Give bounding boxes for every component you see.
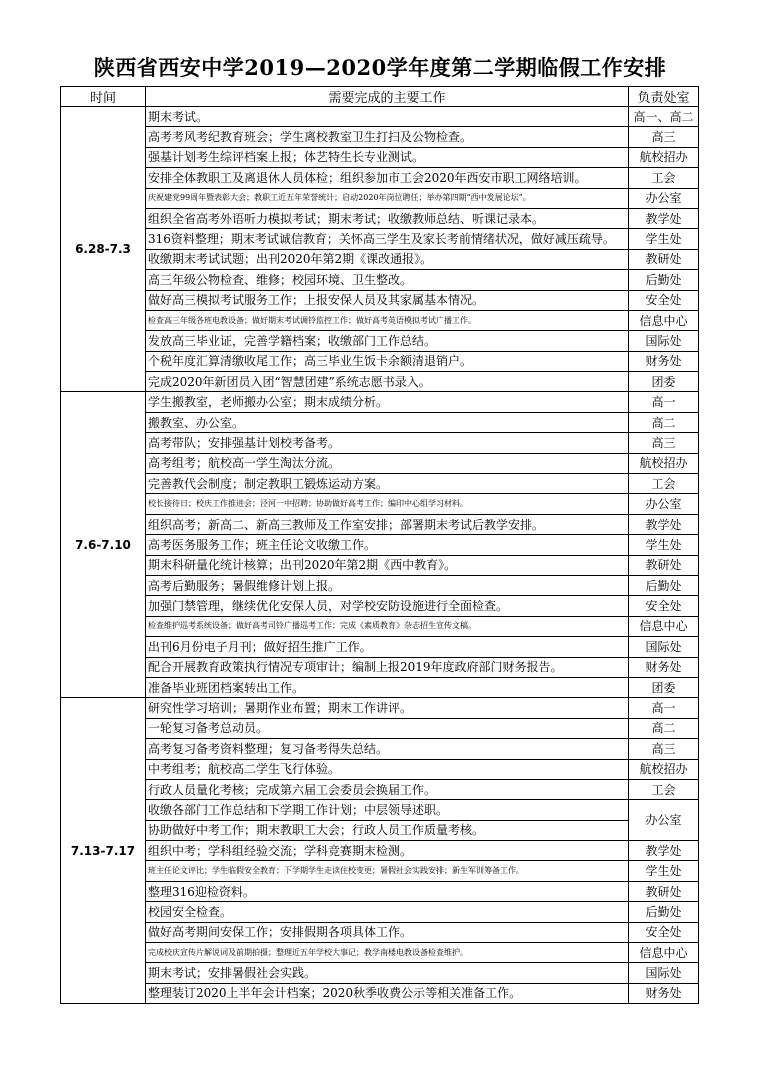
- department-cell: 国际处: [629, 637, 699, 657]
- table-row: [61, 637, 699, 657]
- task-cell: 期末科研量化统计核算；出刊2020年第2期《西中教育》。: [146, 555, 629, 575]
- task-cell: 准备毕业班团档案转出工作。: [146, 677, 629, 697]
- table-row: [61, 820, 699, 840]
- table-row: [61, 372, 699, 392]
- task-cell: 学生搬教室，老师搬办公室；期末成绩分析。: [146, 392, 629, 412]
- table-row: [61, 718, 699, 738]
- task-cell: 期末考试；安排暑假社会实践。: [146, 963, 629, 983]
- department-cell: 财务处: [629, 657, 699, 677]
- task-cell: 发放高三毕业证，完善学籍档案；收缴部门工作总结。: [146, 331, 629, 351]
- task-cell: 组织中考；学科组经验交流；学科竞赛期末检测。: [146, 841, 629, 861]
- task-cell: 完善教代会制度；制定教职工锻炼运动方案。: [146, 474, 629, 494]
- table-row: [61, 433, 699, 453]
- task-cell: 期末考试。: [146, 107, 629, 127]
- header-time: 时间: [61, 87, 146, 107]
- table-row: [61, 677, 699, 697]
- task-cell: 整理装订2020上半年会计档案；2020秋季收费公示等相关准备工作。: [146, 983, 629, 1003]
- department-cell: 学生处: [629, 535, 699, 555]
- department-cell: 高三: [629, 127, 699, 147]
- table-row: [61, 943, 699, 963]
- department-cell: 航校招办: [629, 147, 699, 167]
- department-cell: 团委: [629, 677, 699, 697]
- table-row: [61, 922, 699, 942]
- task-cell: 研究性学习培训；暑期作业布置；期末工作讲评。: [146, 698, 629, 718]
- table-row: [61, 698, 699, 718]
- task-cell: 检查高三年级各班电教设备；做好期末考试调铃监控工作；做好高考英语模拟考试广播工作。: [146, 310, 629, 330]
- task-cell: 做好高三模拟考试服务工作；上报安保人员及其家属基本情况。: [146, 290, 629, 310]
- table-row: [61, 453, 699, 473]
- task-cell: 校园安全检查。: [146, 902, 629, 922]
- header-task: 需要完成的主要工作: [146, 87, 629, 107]
- department-cell: 安全处: [629, 922, 699, 942]
- table-row: [61, 494, 699, 514]
- task-cell: 检查维护巡考系统设备；做好高考司铃广播巡考工作；完成《素质教育》杂志招生宣传文稿。: [146, 616, 629, 636]
- table-row: [61, 739, 699, 759]
- schedule-table: [60, 86, 699, 1004]
- task-cell: 高考后勤服务；暑假维修计划上报。: [146, 575, 629, 595]
- table-row: [61, 168, 699, 188]
- department-cell: 教研处: [629, 555, 699, 575]
- department-cell: 国际处: [629, 963, 699, 983]
- department-cell: 高一、高二: [629, 107, 699, 127]
- period-time-cell: 6.28-7.3: [61, 107, 146, 392]
- task-cell: 庆祝建党99周年暨表彰大会；教职工近五年荣誉统计；启动2020年岗位聘任；举办第四期“西中发展论坛”。: [146, 188, 629, 208]
- task-cell: 行政人员量化考核；完成第六届工会委员会换届工作。: [146, 779, 629, 799]
- department-cell: 教学处: [629, 208, 699, 228]
- task-cell: 收缴期末考试试题；出刊2020年第2期《课改通报》。: [146, 249, 629, 269]
- table-row: [61, 902, 699, 922]
- department-cell: 工会: [629, 168, 699, 188]
- table-row: [61, 229, 699, 249]
- department-cell: 高二: [629, 718, 699, 738]
- table-row: [61, 616, 699, 636]
- department-cell: 后勤处: [629, 270, 699, 290]
- table-row: [61, 963, 699, 983]
- department-cell: 办公室: [629, 188, 699, 208]
- header-dept: 负责处室: [629, 87, 699, 107]
- table-row: [61, 983, 699, 1003]
- table-row: [61, 596, 699, 616]
- table-row: [61, 514, 699, 534]
- table-row: [61, 188, 699, 208]
- department-cell: 信息中心: [629, 943, 699, 963]
- table-row: [61, 270, 699, 290]
- task-cell: 搬教室、办公室。: [146, 412, 629, 432]
- table-row: [61, 310, 699, 330]
- table-row: [61, 474, 699, 494]
- task-cell: 高考复习备考资料整理；复习备考得失总结。: [146, 739, 629, 759]
- task-cell: 强基计划考生综评档案上报；体艺特生长专业测试。: [146, 147, 629, 167]
- task-cell: 协助做好中考工作；期末教职工大会；行政人员工作质量考核。: [146, 820, 629, 840]
- table-row: [61, 535, 699, 555]
- table-row: [61, 575, 699, 595]
- table-row: [61, 249, 699, 269]
- task-cell: 组织高考；新高二、新高三教师及工作室安排；部署期末考试后教学安排。: [146, 514, 629, 534]
- department-cell: 国际处: [629, 331, 699, 351]
- task-cell: 个税年度汇算清缴收尾工作；高三毕业生饭卡余额清退销户。: [146, 351, 629, 371]
- table-row: [61, 861, 699, 881]
- table-row: [61, 392, 699, 412]
- department-cell: 高一: [629, 392, 699, 412]
- department-cell: 学生处: [629, 861, 699, 881]
- task-cell: 配合开展教育政策执行情况专项审计；编制上报2019年度政府部门财务报告。: [146, 657, 629, 677]
- department-cell: 高三: [629, 433, 699, 453]
- department-cell: 高三: [629, 739, 699, 759]
- task-cell: 完成校庆宣传片解说词及前期拍摄；整理近五年学校大事记；教学南楼电教设备检查维护。: [146, 943, 629, 963]
- table-row: [61, 331, 699, 351]
- department-cell: 教学处: [629, 514, 699, 534]
- table-header-row: [61, 87, 699, 107]
- table-row: [61, 800, 699, 820]
- table-row: [61, 290, 699, 310]
- table-row: [61, 147, 699, 167]
- department-cell: 团委: [629, 372, 699, 392]
- department-cell: 安全处: [629, 596, 699, 616]
- table-row: [61, 759, 699, 779]
- task-cell: 校长接待日；校庆工作推进会；泾河一中招聘；协助做好高考工作；编印中心组学习材料。: [146, 494, 629, 514]
- department-cell: 工会: [629, 779, 699, 799]
- department-cell: 后勤处: [629, 902, 699, 922]
- table-row: [61, 657, 699, 677]
- task-cell: 组织全省高考外语听力模拟考试；期末考试；收缴教师总结、听课记录本。: [146, 208, 629, 228]
- department-cell: 信息中心: [629, 310, 699, 330]
- task-cell: 完成2020年新团员入团“智慧团建”系统志愿书录入。: [146, 372, 629, 392]
- department-cell: 信息中心: [629, 616, 699, 636]
- task-cell: 收缴各部门工作总结和下学期工作计划；中层领导述职。: [146, 800, 629, 820]
- department-cell: 航校招办: [629, 453, 699, 473]
- task-cell: 高考考风考纪教育班会；学生离校教室卫生打扫及公物检查。: [146, 127, 629, 147]
- table-row: [61, 107, 699, 127]
- department-cell: 财务处: [629, 983, 699, 1003]
- department-cell: 教研处: [629, 249, 699, 269]
- table-row: [61, 412, 699, 432]
- task-cell: 316资料整理；期末考试诚信教育；关怀高三学生及家长考前情绪状况，做好减压疏导。: [146, 229, 629, 249]
- task-cell: 班主任论文评比；学生临假安全教育；下学期学生走读住校变更；暑假社会实践安排；新生军训筹备工作。: [146, 861, 629, 881]
- department-cell: 高二: [629, 412, 699, 432]
- task-cell: 高考带队；安排强基计划校考备考。: [146, 433, 629, 453]
- department-cell: 教研处: [629, 881, 699, 901]
- task-cell: 一轮复习备考总动员。: [146, 718, 629, 738]
- task-cell: 高三年级公物检查、维修；校园环境、卫生整改。: [146, 270, 629, 290]
- page-title: 陕西省西安中学2019—2020学年度第二学期临假工作安排: [93, 55, 667, 80]
- task-cell: 安排全体教职工及离退休人员体检；组织参加市工会2020年西安市职工网络培训。: [146, 168, 629, 188]
- department-cell: 后勤处: [629, 575, 699, 595]
- department-cell: 教学处: [629, 841, 699, 861]
- task-cell: 出刊6月份电子月刊；做好招生推广工作。: [146, 637, 629, 657]
- department-cell: 办公室: [629, 494, 699, 514]
- department-cell: 高一: [629, 698, 699, 718]
- period-time-cell: 7.6-7.10: [61, 392, 146, 698]
- table-row: [61, 127, 699, 147]
- task-cell: 整理316迎检资料。: [146, 881, 629, 901]
- table-row: [61, 208, 699, 228]
- period-time-cell: 7.13-7.17: [61, 698, 146, 1004]
- task-cell: 高考医务服务工作；班主任论文收缴工作。: [146, 535, 629, 555]
- task-cell: 做好高考期间安保工作；安排假期各项具体工作。: [146, 922, 629, 942]
- task-cell: 加强门禁管理，继续优化安保人员，对学校安防设施进行全面检查。: [146, 596, 629, 616]
- table-row: [61, 351, 699, 371]
- table-row: [61, 841, 699, 861]
- task-cell: 中考组考；航校高二学生飞行体验。: [146, 759, 629, 779]
- department-cell: 办公室: [629, 800, 699, 841]
- table-row: [61, 881, 699, 901]
- department-cell: 财务处: [629, 351, 699, 371]
- department-cell: 工会: [629, 474, 699, 494]
- department-cell: 学生处: [629, 229, 699, 249]
- table-row: [61, 779, 699, 799]
- task-cell: 高考组考；航校高一学生淘汰分流。: [146, 453, 629, 473]
- table-row: [61, 555, 699, 575]
- department-cell: 安全处: [629, 290, 699, 310]
- department-cell: 航校招办: [629, 759, 699, 779]
- schedule-body: [61, 107, 699, 1004]
